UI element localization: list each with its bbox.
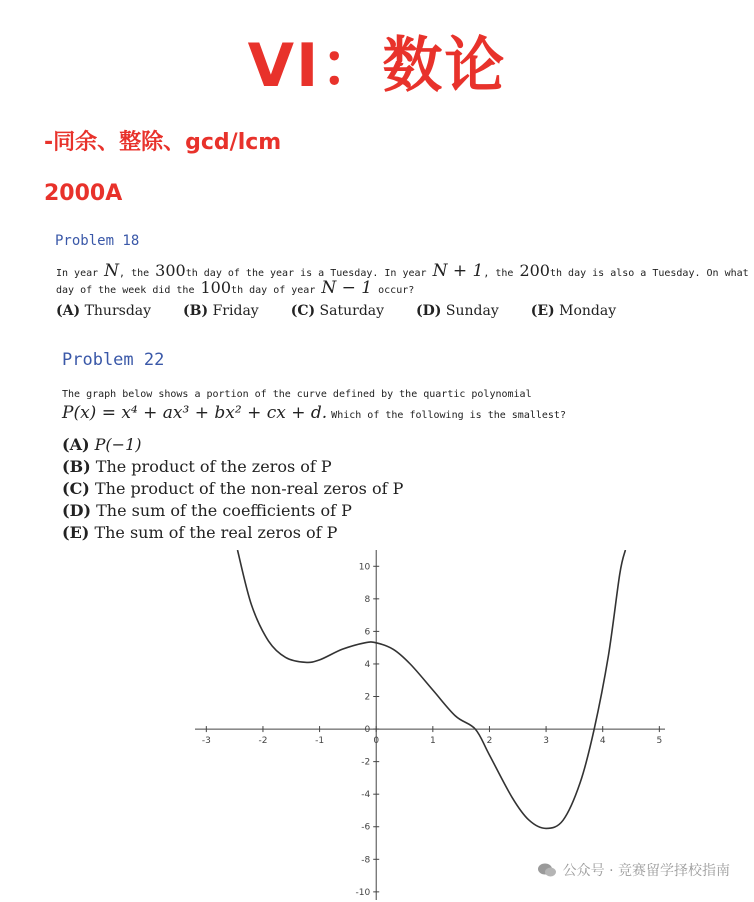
problem-22-text-line1: The graph below shows a portion of the curve defined by the quartic polynomial bbox=[62, 389, 532, 400]
y-tick-label: -2 bbox=[361, 757, 371, 768]
y-tick-label: -8 bbox=[361, 855, 371, 866]
problem-18-text-line1: In year N, the 300th day of the year is a Tuesday. In year N + 1, the 200th day is also a Tuesday. On what bbox=[56, 261, 749, 281]
polynomial-formula: P(x) = x⁴ + ax³ + bx² + cx + d. bbox=[62, 403, 328, 423]
choice-e: (E) The sum of the real zeros of P bbox=[62, 523, 338, 542]
y-tick-label: 4 bbox=[364, 659, 371, 670]
choice-c: (C) Saturday bbox=[290, 303, 385, 319]
x-tick-label: 5 bbox=[656, 736, 663, 747]
y-tick-label: -10 bbox=[355, 887, 371, 898]
problem-22-choices bbox=[62, 434, 403, 544]
choice-b: (B) Friday bbox=[183, 303, 259, 319]
choice-a: (A) Thursday bbox=[56, 303, 152, 319]
choice-a: (A) P(−1) bbox=[62, 435, 142, 454]
y-tick-label: 10 bbox=[358, 562, 371, 573]
choice-c: (C) The product of the non-real zeros of P bbox=[62, 479, 404, 498]
wechat-icon bbox=[537, 862, 557, 878]
x-tick-label: 1 bbox=[429, 736, 436, 747]
x-tick-label: -1 bbox=[315, 736, 325, 747]
watermark bbox=[537, 860, 730, 880]
x-tick-label: -3 bbox=[201, 736, 211, 747]
choice-d: (D) Sunday bbox=[416, 303, 499, 319]
page-title: VI：数论 bbox=[247, 31, 507, 101]
x-tick-label: 2 bbox=[486, 736, 493, 747]
polynomial-graph bbox=[195, 550, 665, 900]
problem-18-text-line2: day of the week did the 100th day of year N − 1 occur? bbox=[56, 278, 415, 298]
y-tick-label: 0 bbox=[364, 725, 371, 736]
choice-e: (E) Monday bbox=[530, 303, 617, 319]
y-tick-label: 2 bbox=[364, 692, 371, 703]
y-tick-label: 8 bbox=[364, 594, 371, 605]
y-tick-label: 6 bbox=[364, 627, 371, 638]
section-subtitle: -同余、整除、gcd/lcm bbox=[44, 130, 282, 155]
x-tick-label: 0 bbox=[373, 736, 380, 747]
choice-b: (B) The product of the zeros of P bbox=[62, 457, 332, 476]
y-tick-label: -4 bbox=[361, 790, 371, 801]
x-tick-label: -2 bbox=[258, 736, 268, 747]
question-tail: Which of the following is the smallest? bbox=[331, 410, 566, 421]
problem-22-text-line2 bbox=[62, 403, 566, 423]
y-tick-label: -6 bbox=[361, 822, 371, 833]
polynomial-curve-0 bbox=[238, 550, 626, 828]
contest-year: 2000A bbox=[44, 181, 123, 206]
problem-22-heading: Problem 22 bbox=[62, 350, 165, 370]
x-tick-label: 4 bbox=[599, 736, 606, 747]
problem-18-choices bbox=[56, 303, 716, 319]
problem-18-heading: Problem 18 bbox=[55, 233, 140, 249]
watermark-text: 公众号 · 竞赛留学择校指南 bbox=[562, 863, 730, 879]
choice-d: (D) The sum of the coefficients of P bbox=[62, 501, 352, 520]
x-tick-label: 3 bbox=[543, 736, 549, 747]
